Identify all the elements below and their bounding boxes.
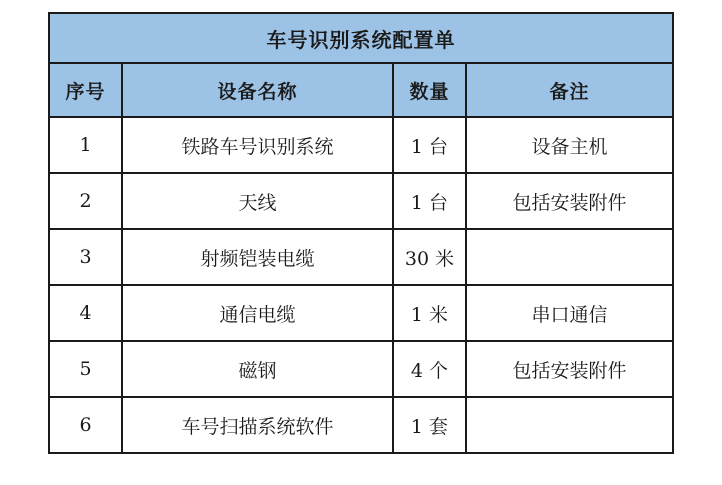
cell-remarks: 包括安装附件 <box>466 341 673 397</box>
cell-quantity: 1 套 <box>393 397 466 453</box>
cell-device-name: 铁路车号识别系统 <box>122 117 393 173</box>
cell-quantity: 1 台 <box>393 117 466 173</box>
cell-device-name: 天线 <box>122 173 393 229</box>
column-header-index: 序号 <box>49 63 122 117</box>
table-row <box>49 397 673 453</box>
cell-device-name: 磁钢 <box>122 341 393 397</box>
table-title: 车号识别系统配置单 <box>49 13 673 63</box>
cell-remarks: 包括安装附件 <box>466 173 673 229</box>
column-header-remarks: 备注 <box>466 63 673 117</box>
column-header-device-name: 设备名称 <box>122 63 393 117</box>
config-table <box>48 12 674 454</box>
table-row <box>49 341 673 397</box>
table-row <box>49 173 673 229</box>
cell-index: 4 <box>49 285 122 341</box>
cell-quantity: 30 米 <box>393 229 466 285</box>
table-row <box>49 285 673 341</box>
cell-remarks: 串口通信 <box>466 285 673 341</box>
table-row <box>49 117 673 173</box>
cell-index: 6 <box>49 397 122 453</box>
table-row <box>49 229 673 285</box>
cell-index: 1 <box>49 117 122 173</box>
cell-index: 2 <box>49 173 122 229</box>
header-row <box>49 63 673 117</box>
column-header-quantity: 数量 <box>393 63 466 117</box>
cell-remarks: 设备主机 <box>466 117 673 173</box>
cell-index: 3 <box>49 229 122 285</box>
cell-remarks <box>466 229 673 285</box>
cell-quantity: 4 个 <box>393 341 466 397</box>
cell-quantity: 1 米 <box>393 285 466 341</box>
cell-quantity: 1 台 <box>393 173 466 229</box>
cell-index: 5 <box>49 341 122 397</box>
cell-remarks <box>466 397 673 453</box>
title-row <box>49 13 673 63</box>
cell-device-name: 车号扫描系统软件 <box>122 397 393 453</box>
cell-device-name: 通信电缆 <box>122 285 393 341</box>
cell-device-name: 射频铠装电缆 <box>122 229 393 285</box>
